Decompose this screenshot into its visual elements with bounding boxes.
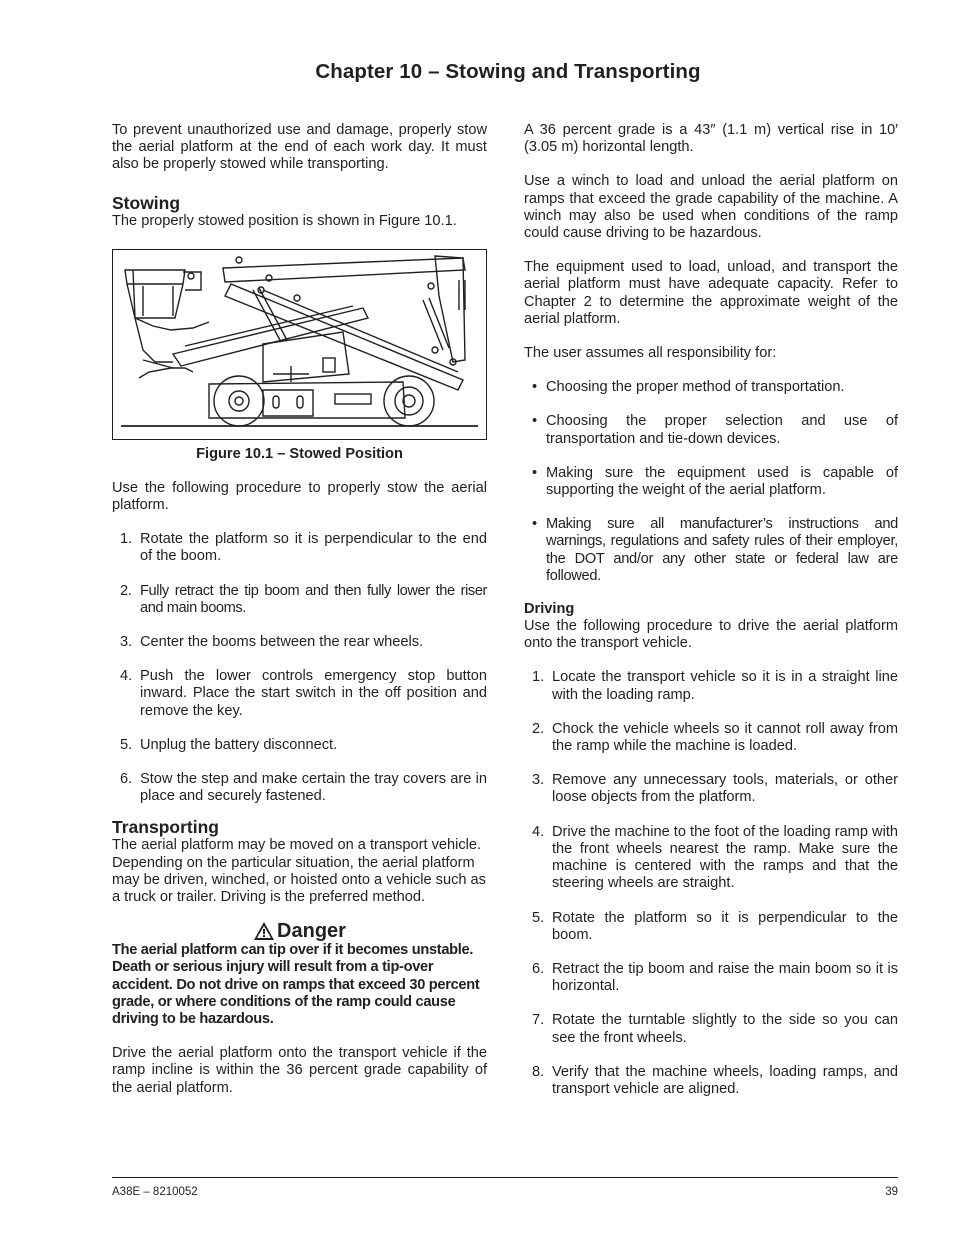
list-item: 3. Center the booms between the rear wheels. <box>120 634 424 651</box>
list-item: 8. Verify that the machine wheels, loading ramps, and transport vehicle are aligned. <box>532 1063 898 1097</box>
transporting-text: The aerial platform may be moved on a transport vehicle. Depending on the particular situation, the aerial platform may be driven, winched, or hoisted onto a vehicle such as a truck or trailer. Driving is the preferred method. <box>112 837 486 906</box>
list-item: 4. Push the lower controls emergency stop button inward. Place the start switch in the off position and remove the key. <box>120 668 487 719</box>
grade-text: A 36 percent grade is a 43″ (1.1 m) vertical rise in 10′ (3.05 m) horizontal length. <box>524 122 898 156</box>
responsibility-intro: The user assumes all responsibility for: <box>524 345 777 362</box>
driving-steps <box>524 669 898 1098</box>
figure-caption: Figure 10.1 – Stowed Position <box>196 445 403 462</box>
left-column <box>112 122 487 1097</box>
stowing-steps <box>112 531 487 805</box>
procedure-intro: Use the following procedure to properly stow the aerial platform. <box>112 479 487 514</box>
transporting-heading: Transporting <box>112 817 219 838</box>
driving-heading: Driving <box>524 601 575 618</box>
list-item: 2. Fully retract the tip boom and then fully lower the riser and main booms. <box>120 582 487 616</box>
danger-heading: Danger <box>112 920 487 942</box>
right-column <box>524 122 898 1115</box>
driving-intro: Use the following procedure to drive the aerial platform onto the transport vehicle. <box>524 618 898 652</box>
stowing-heading: Stowing <box>112 192 181 213</box>
intro-paragraph: To prevent unauthorized use and damage, properly stow the aerial platform at the end of each work day. It must also be properly stowed while transporting. <box>112 122 487 173</box>
page-number: 39 <box>885 1186 898 1198</box>
aerial-platform-illustration <box>113 250 486 439</box>
list-item: 3. Remove any unnecessary tools, materials, or other loose objects from the platform. <box>532 772 898 806</box>
chapter-title: Chapter 10 – Stowing and Transporting <box>315 60 701 83</box>
list-item: 4. Drive the machine to the foot of the loading ramp with the front wheels nearest the ramp. Make sure the machine is centered with the ramps and that the steering wheels are straight. <box>532 823 898 892</box>
winch-text: Use a winch to load and unload the aerial platform on ramps that exceed the grade capability of the machine. A winch may also be used when conditions of the ramp could cause driving to be hazardous. <box>524 173 898 242</box>
list-item: 1. Rotate the platform so it is perpendicular to the end of the boom. <box>120 531 487 565</box>
list-item: 2. Chock the vehicle wheels so it cannot roll away from the ramp while the machine is loaded. <box>532 720 898 755</box>
list-item: 6. Retract the tip boom and raise the main boom so it is horizontal. <box>532 960 898 995</box>
warning-triangle-icon <box>253 921 275 941</box>
footer-divider <box>112 1177 898 1178</box>
stowed-position-figure <box>112 249 487 440</box>
list-item: 7. Rotate the turntable slightly to the side so you can see the front wheels. <box>532 1012 898 1046</box>
list-item: 5. Unplug the battery disconnect. <box>120 736 338 753</box>
list-item: 5. Rotate the platform so it is perpendicular to the boom. <box>532 909 898 943</box>
equipment-text: The equipment used to load, unload, and transport the aerial platform must have adequate capacity. Refer to Chapter 2 to determine the approximate weight of the aerial platform. <box>524 259 898 327</box>
list-item: • Making sure the equipment used is capable of supporting the weight of the aerial platform. <box>532 464 898 499</box>
list-item: • Choosing the proper selection and use of transportation and tie-down devices. <box>532 413 898 447</box>
document-id: A38E – 8210052 <box>112 1186 198 1198</box>
list-item: • Making sure all manufacturer’s instructions and warnings, regulations and safety rules of their employer, the DOT and/or any other state or federal law are followed. <box>532 516 898 584</box>
list-item: • Choosing the proper method of transportation. <box>532 379 845 396</box>
stowing-text: The properly stowed position is shown in Figure 10.1. <box>112 212 457 229</box>
responsibility-list <box>524 379 898 585</box>
list-item: 6. Stow the step and make certain the tray covers are in place and securely fastened. <box>120 771 487 805</box>
drive-text: Drive the aerial platform onto the transport vehicle if the ramp incline is within the 36 percent grade capability of the aerial platform. <box>112 1045 487 1096</box>
list-item: 1. Locate the transport vehicle so it is in a straight line with the loading ramp. <box>532 669 898 703</box>
danger-text: The aerial platform can tip over if it becomes unstable. Death or serious injury will result from a tip-over accident. Do not drive on ramps that exceed 30 percent grade, or where conditions of the ramp could cause driving to be hazardous. <box>112 942 480 1028</box>
